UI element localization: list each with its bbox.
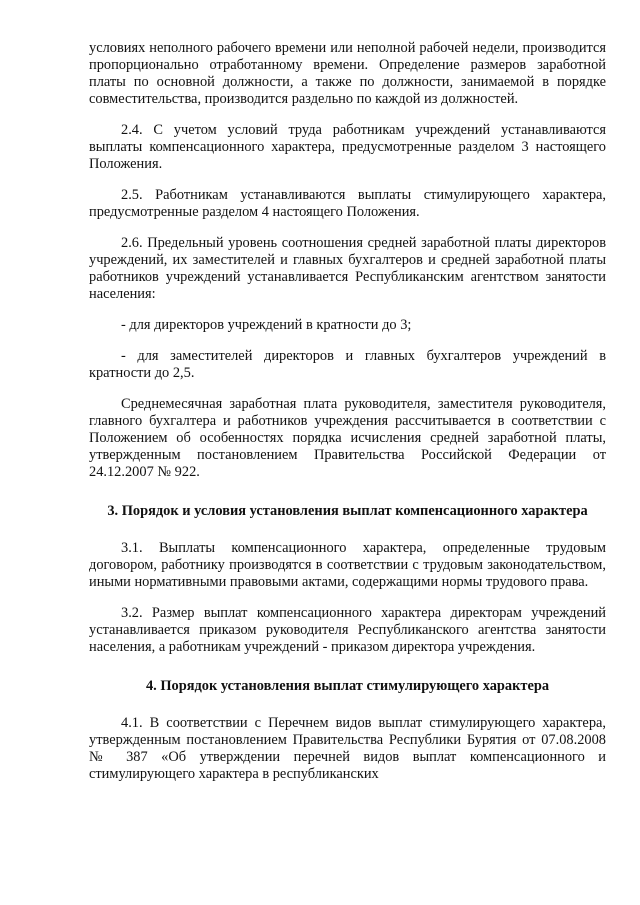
paragraph-2-6: 2.6. Предельный уровень соотношения средней заработной платы директоров учреждений, их заместителей и главных бухгалтеров и средней заработной платы работников учреждений устанавливается Республиканским агентством занятости населения:	[89, 235, 606, 302]
list-item-deputies: - для заместителей директоров и главных бухгалтеров учреждений в кратности до 2,5.	[89, 348, 606, 381]
section-4-heading: 4. Порядок установления выплат стимулирующего характера	[145, 678, 550, 694]
document-page	[89, 40, 606, 783]
paragraph-continuation: условиях неполного рабочего времени или неполной рабочей недели, производится пропорционально отработанному времени. Определение размеров заработной платы по основной должности, а также по должности, занимаемой в порядке совместительства, производится раздельно по каждой из должностей.	[89, 40, 606, 107]
section-3-heading: 3. Порядок и условия установления выплат компенсационного характера	[107, 503, 588, 519]
list-item-directors: - для директоров учреждений в кратности до 3;	[121, 317, 412, 333]
paragraph-average-salary: Среднемесячная заработная плата руководителя, заместителя руководителя, главного бухгалтера и работников учреждения рассчитывается в соответствии с Положением об особенностях порядка исчисления средней заработной платы, утвержденным постановлением Правительства Российской Федерации от 24.12.2007 № 922.	[89, 396, 606, 480]
paragraph-2-4: 2.4. С учетом условий труда работникам учреждений устанавливаются выплаты компенсационного характера, предусмотренные разделом 3 настоящего Положения.	[89, 122, 606, 172]
paragraph-4-1: 4.1. В соответствии с Перечнем видов выплат стимулирующего характера, утвержденным постановлением Правительства Республики Бурятия от 07.08.2008 № 387 «Об утверждении перечней видов выплат компенсационного и стимулирующего характера в республиканских	[89, 715, 606, 782]
paragraph-2-5: 2.5. Работникам устанавливаются выплаты стимулирующего характера, предусмотренные разделом 4 настоящего Положения.	[89, 187, 606, 220]
paragraph-3-1: 3.1. Выплаты компенсационного характера, определенные трудовым договором, работнику производятся в соответствии с трудовым законодательством, иными нормативными правовыми актами, содержащими нормы трудового права.	[89, 540, 606, 590]
paragraph-3-2: 3.2. Размер выплат компенсационного характера директорам учреждений устанавливается приказом руководителя Республиканского агентства занятости населения, а работникам учреждений - приказом директора учреждения.	[89, 605, 606, 655]
